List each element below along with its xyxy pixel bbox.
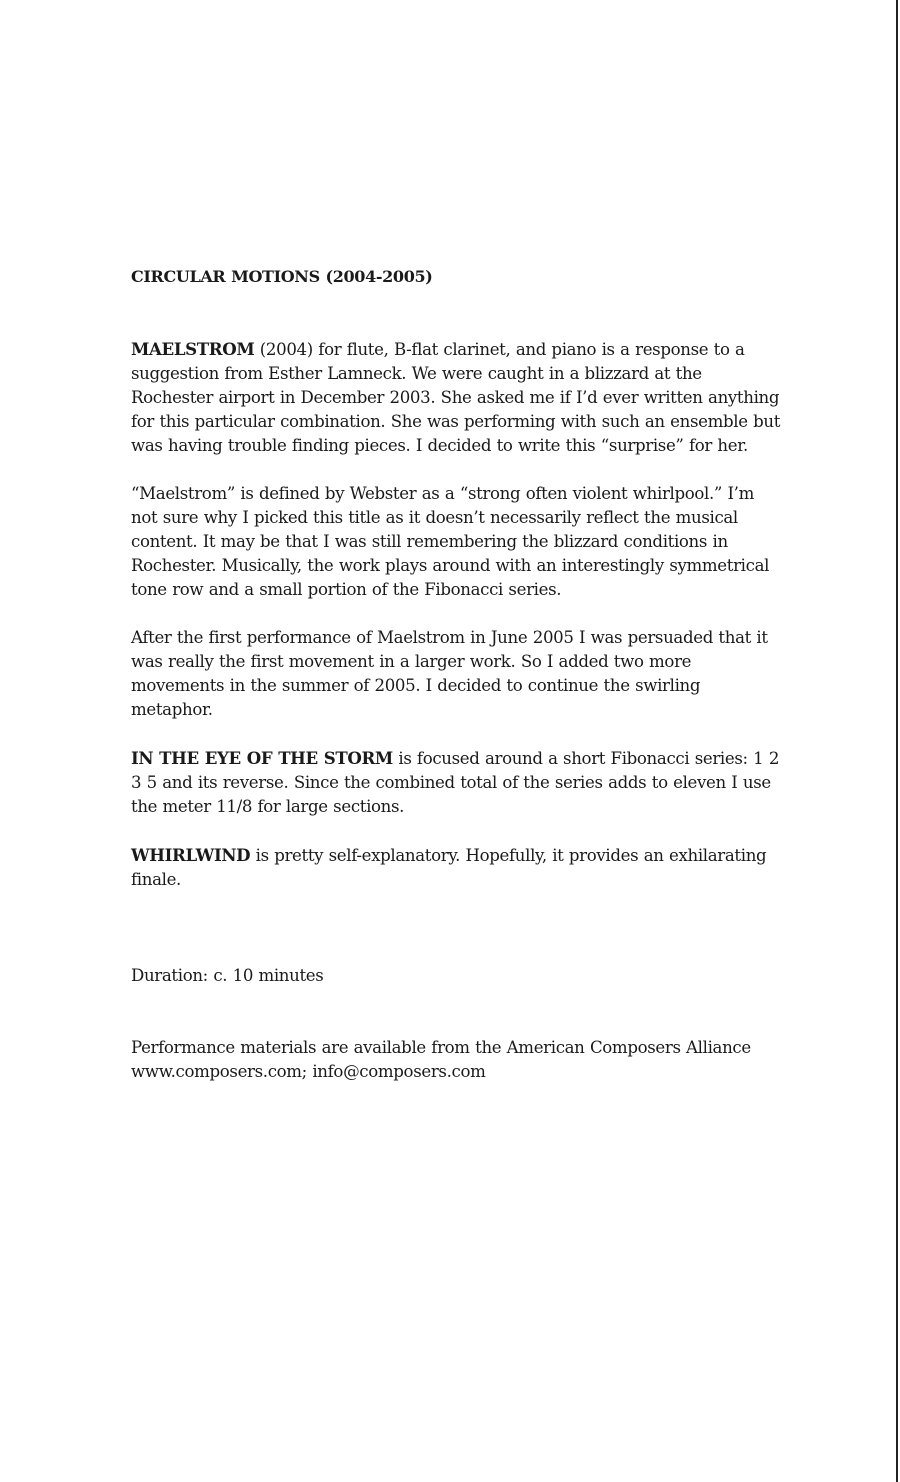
eye-of-storm-text: is focused around a short Fibonacci series: 1 2 3 5 and its reverse. Since the combined total of the series adds to eleven I use the meter 11/8 for large sections. [131,749,780,816]
eye-of-storm-heading: IN THE EYE OF THE STORM [131,748,393,768]
paragraph-eye-of-storm [131,746,781,819]
whirlwind-text: is pretty self-explanatory. Hopefully, it provides an exhilarating finale. [131,846,767,889]
program-note [131,265,781,1084]
paragraph-expansion: After the first performance of Maelstrom in June 2005 I was persuaded that it was really the first movement in a larger work. So I added two more movements in the summer of 2005. I decided to continue the swirling metaphor. [131,628,768,719]
paragraph-definition: “Maelstrom” is defined by Webster as a “strong often violent whirlpool.” I’m not sure why I picked this title as it doesn’t necessarily reflect the musical content. It may be that I was still remembering the blizzard conditions in Rochester. Musically, the work plays around with an interestingly symmetrical tone row and a small portion of the Fibonacci series. [131,484,770,599]
paragraph-maelstrom [131,337,781,458]
duration-text: Duration: c. 10 minutes [131,966,324,985]
maelstrom-text: (2004) for flute, B-flat clarinet, and piano is a response to a suggestion from Esther Lamneck. We were caught in a blizzard at the Rochester airport in December 2003. She asked me if I’d ever written anything for this particular combination. She was performing with such an ensemble but was having trouble finding pieces. I decided to write this “surprise” for her. [131,340,781,455]
availability-line: Performance materials are available from the American Composers Alliance [131,1038,751,1057]
page-title: CIRCULAR MOTIONS (2004-2005) [131,267,433,286]
whirlwind-heading: WHIRLWIND [131,845,251,865]
availability-note [131,1036,781,1084]
paragraph-whirlwind [131,843,781,892]
contact-links: www.composers.com; info@composers.com [131,1062,486,1081]
maelstrom-heading: MAELSTROM [131,339,255,359]
